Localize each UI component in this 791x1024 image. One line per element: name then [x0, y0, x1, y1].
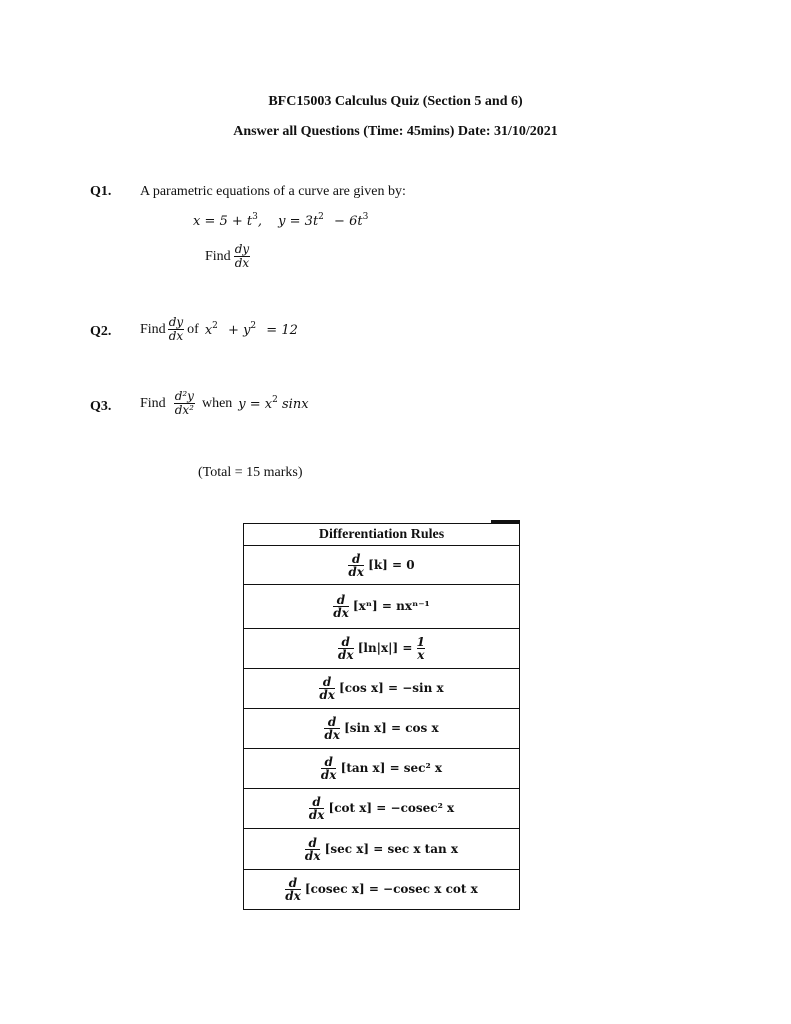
q1-eq-sep: , — [257, 214, 263, 229]
rule-arg: [sec x] — [324, 841, 370, 856]
q2-of: of — [187, 321, 199, 337]
rule-constant — [244, 546, 520, 585]
q2-frac-num: dy — [168, 315, 184, 329]
q1-find-label: Find — [205, 248, 231, 264]
rule-result: = 0 — [392, 557, 415, 572]
rule-result: = cos x — [391, 721, 439, 735]
rule-result: = — [402, 641, 413, 655]
rule-derivative-operator: $\frac{d}{dx}$ — [324, 715, 340, 742]
q1-eq-y-b: − 6t — [334, 214, 363, 229]
rule-result: = sec x tan x — [373, 841, 459, 856]
q2-fraction — [168, 316, 184, 343]
rule-ln — [244, 629, 520, 669]
q2-equation — [205, 321, 298, 338]
table-row — [244, 669, 520, 709]
q3-eq-a: y = x — [238, 397, 273, 412]
q1-eq-x: x = 5 + t — [193, 214, 253, 229]
rule-result: = −cosec x cot x — [368, 882, 478, 896]
q3-eq-b: sinx — [282, 397, 309, 412]
q3-when: when — [201, 395, 233, 411]
q2-frac-den: dx — [168, 329, 184, 343]
q1-text: A parametric equations of a curve are given by: — [140, 184, 406, 199]
quiz-subtitle: Answer all Questions (Time: 45mins) Date: 31/10/2021 — [233, 124, 558, 139]
differentiation-rules-table — [243, 523, 520, 910]
rule-arg: [sin x] — [344, 721, 387, 735]
rule-derivative-operator: $\frac{d}{dx}$ — [319, 675, 335, 702]
q1-label: Q1. — [90, 184, 112, 199]
rule-derivative-operator: $\frac{d}{dx}$ — [333, 593, 349, 620]
rule-arg: [xⁿ] — [352, 599, 378, 613]
table-row — [244, 629, 520, 669]
table-header-row — [244, 524, 520, 546]
rule-power — [244, 585, 520, 629]
rule-derivative-operator: $\frac{d}{dx}$ — [304, 835, 321, 863]
q2-eq-a-exp: 2 — [212, 321, 218, 331]
q1-find — [205, 243, 250, 270]
rule-derivative-operator: $\frac{d}{dx}$ — [285, 876, 301, 903]
rule-derivative-operator: $\frac{d}{dx}$ — [348, 551, 364, 579]
q1-eq-y-a-exp: 2 — [318, 212, 324, 222]
q1-eq-x-exp: 3 — [252, 212, 258, 222]
rule-derivative-operator: $\frac{d}{dx}$ — [308, 795, 325, 822]
q3-frac-num: d²y — [174, 389, 194, 403]
q1-frac-num: dy — [234, 242, 250, 256]
q1-frac-den: dx — [234, 256, 250, 270]
q3-frac-den: dx² — [174, 403, 194, 417]
q1-equation — [193, 212, 368, 229]
table-row — [244, 546, 520, 585]
q2-label: Q2. — [90, 324, 112, 339]
total-marks: (Total = 15 marks) — [198, 465, 303, 480]
rule-arg: [k] — [368, 557, 388, 572]
q2-body — [140, 316, 298, 343]
q3-find-label: Find — [140, 395, 166, 411]
q3-equation — [238, 395, 308, 412]
q2-find-label: Find — [140, 321, 166, 337]
rule-arg: [tan x] — [340, 761, 386, 775]
q3-eq-a-exp: 2 — [272, 395, 278, 405]
table-row — [244, 870, 520, 910]
rule-result-fraction: $\frac{1}{x}$ — [416, 635, 426, 662]
rule-result: = nxⁿ⁻¹ — [381, 599, 430, 613]
q2-eq-c: = 12 — [266, 323, 298, 338]
q1-eq-y-a: y = 3t — [278, 214, 319, 229]
rule-arg: [cos x] — [339, 681, 384, 695]
q3-fraction — [174, 390, 195, 417]
q1-fraction — [234, 243, 250, 270]
rule-result: = −cosec² x — [376, 801, 455, 815]
table-row — [244, 585, 520, 629]
q2-eq-a: x — [204, 323, 213, 338]
q3-label: Q3. — [90, 399, 112, 414]
rule-cot — [244, 789, 520, 829]
rule-cos — [244, 669, 520, 709]
rule-derivative-operator: $\frac{d}{dx}$ — [320, 755, 337, 782]
table-heading: Differentiation Rules — [244, 524, 520, 546]
q1-eq-y-b-exp: 3 — [362, 212, 369, 222]
q3-body — [140, 390, 309, 417]
rule-tan — [244, 749, 520, 789]
q2-eq-b: + y — [228, 323, 251, 338]
table-row — [244, 789, 520, 829]
q2-eq-b-exp: 2 — [250, 321, 257, 331]
rule-sin — [244, 709, 520, 749]
rule-arg: [cot x] — [328, 801, 373, 815]
rule-arg: [ln|x|] — [357, 641, 399, 655]
rule-sec — [244, 829, 520, 870]
table-row — [244, 709, 520, 749]
table-row — [244, 749, 520, 789]
rule-derivative-operator: $\frac{d}{dx}$ — [337, 635, 354, 662]
quiz-title: BFC15003 Calculus Quiz (Section 5 and 6) — [268, 94, 523, 109]
rule-result: = −sin x — [388, 681, 444, 695]
rule-cosec — [244, 870, 520, 910]
rule-result: = sec² x — [389, 761, 443, 775]
rule-arg: [cosec x] — [304, 882, 365, 896]
table-row — [244, 829, 520, 870]
